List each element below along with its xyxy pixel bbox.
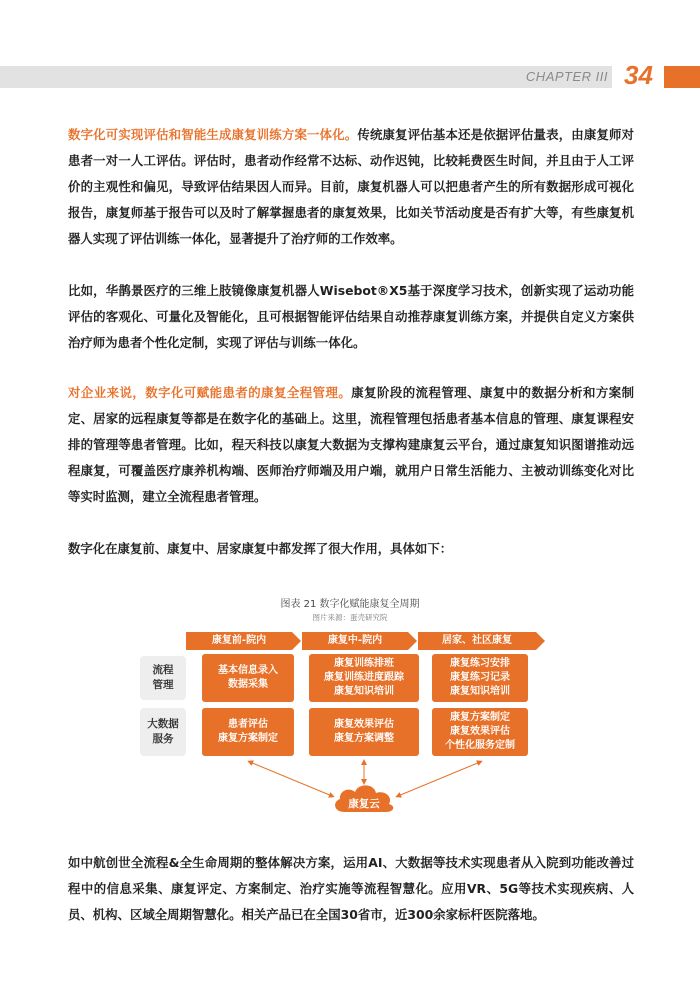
paragraph-3-text: 康复阶段的流程管理、康复中的数据分析和方案制定、居家的远程康复等都是在数字化的基础上。这里，流程管理包括患者基本信息的管理、康复课程安排的管理等患者管理。比如，程天科技以康复大数据为支撑构建康复云平台，通过康复知识图谱推动远程康复，可覆盖医疗康养机构端、医师治疗师端及用户端，就用户日常生活能力、主被动训练变化对比等实时监测，建立全流程患者管理。 <box>68 385 635 504</box>
stage-in-hospital: 康复中-院内 <box>302 632 408 650</box>
paragraph-5: 如中航创世全流程&全生命周期的整体解决方案，运用AI、大数据等技术实现患者从入院到功能改善过程中的信息采集、康复评定、方案制定、治疗实施等流程智慧化。应用VR、5G等技术实现疾病、人员、机构、区域全周期智慧化。相关产品已在全国30省市，近300余家标杆医院落地。 <box>68 855 634 922</box>
cell-bigdata-pre: 患者评估 康复方案制定 <box>202 708 294 756</box>
paragraph-1-text: 传统康复评估基本还是依据评估量表，由康复师对患者一对一人工评估。评估时，患者动作经常不达标、动作迟钝，比较耗费医生时间，并且由于人工评价的主观性和偏见，导致评估结果因人而异。目前，康复机器人可以把患者产生的所有数据形成可视化报告，康复师基于报告可以及时了解掌握患者的康复效果，比如关节活动度是否有扩大等，有些康复机器人实现了评估训练一体化，显著提升了治疗师的工作效率。 <box>68 127 635 246</box>
cloud-label: 康复云 <box>348 798 380 810</box>
arrow-left <box>250 762 332 796</box>
arrow-right <box>398 762 480 796</box>
row-label-bigdata: 大数据 服务 <box>140 708 186 756</box>
cell-bigdata-in: 康复效果评估 康复方案调整 <box>309 708 419 756</box>
cell-process-home: 康复练习安排 康复练习记录 康复知识培训 <box>432 654 528 702</box>
chapter-label: CHAPTER III <box>525 69 608 84</box>
page-number: 34 <box>624 60 653 90</box>
figure-title: 图表 21 数字化赋能康复全周期 <box>280 599 420 610</box>
paragraph-2: 比如，华鹊景医疗的三维上肢镜像康复机器人Wisebot®X5基于深度学习技术，创新实现了运动功能评估的客观化、可量化及智能化，且可根据智能评估结果自动推荐康复训练方案，并提供自定义方案供治疗师为患者个性化定制，实现了评估与训练一体化。 <box>68 283 634 350</box>
paragraph-4: 数字化在康复前、康复中、居家康复中都发挥了很大作用，具体如下： <box>68 541 453 556</box>
paragraph-1-highlight: 数字化可实现评估和智能生成康复训练方案一体化。 <box>68 127 358 142</box>
cell-process-pre: 基本信息录入 数据采集 <box>202 654 294 702</box>
cell-bigdata-home: 康复方案制定 康复效果评估 个性化服务定制 <box>432 708 528 756</box>
stage-home-community: 居家、社区康复 <box>418 632 536 650</box>
figure-source: 图片来源：蛋壳研究院 <box>312 613 388 622</box>
stage-pre-hospital: 康复前-院内 <box>186 632 292 650</box>
cell-process-in: 康复训练排班 康复训练进度跟踪 康复知识培训 <box>309 654 419 702</box>
row-label-process-box: 流程 管理 <box>140 656 186 700</box>
paragraph-3-highlight: 对企业来说，数字化可赋能患者的康复全程管理。 <box>68 385 352 400</box>
